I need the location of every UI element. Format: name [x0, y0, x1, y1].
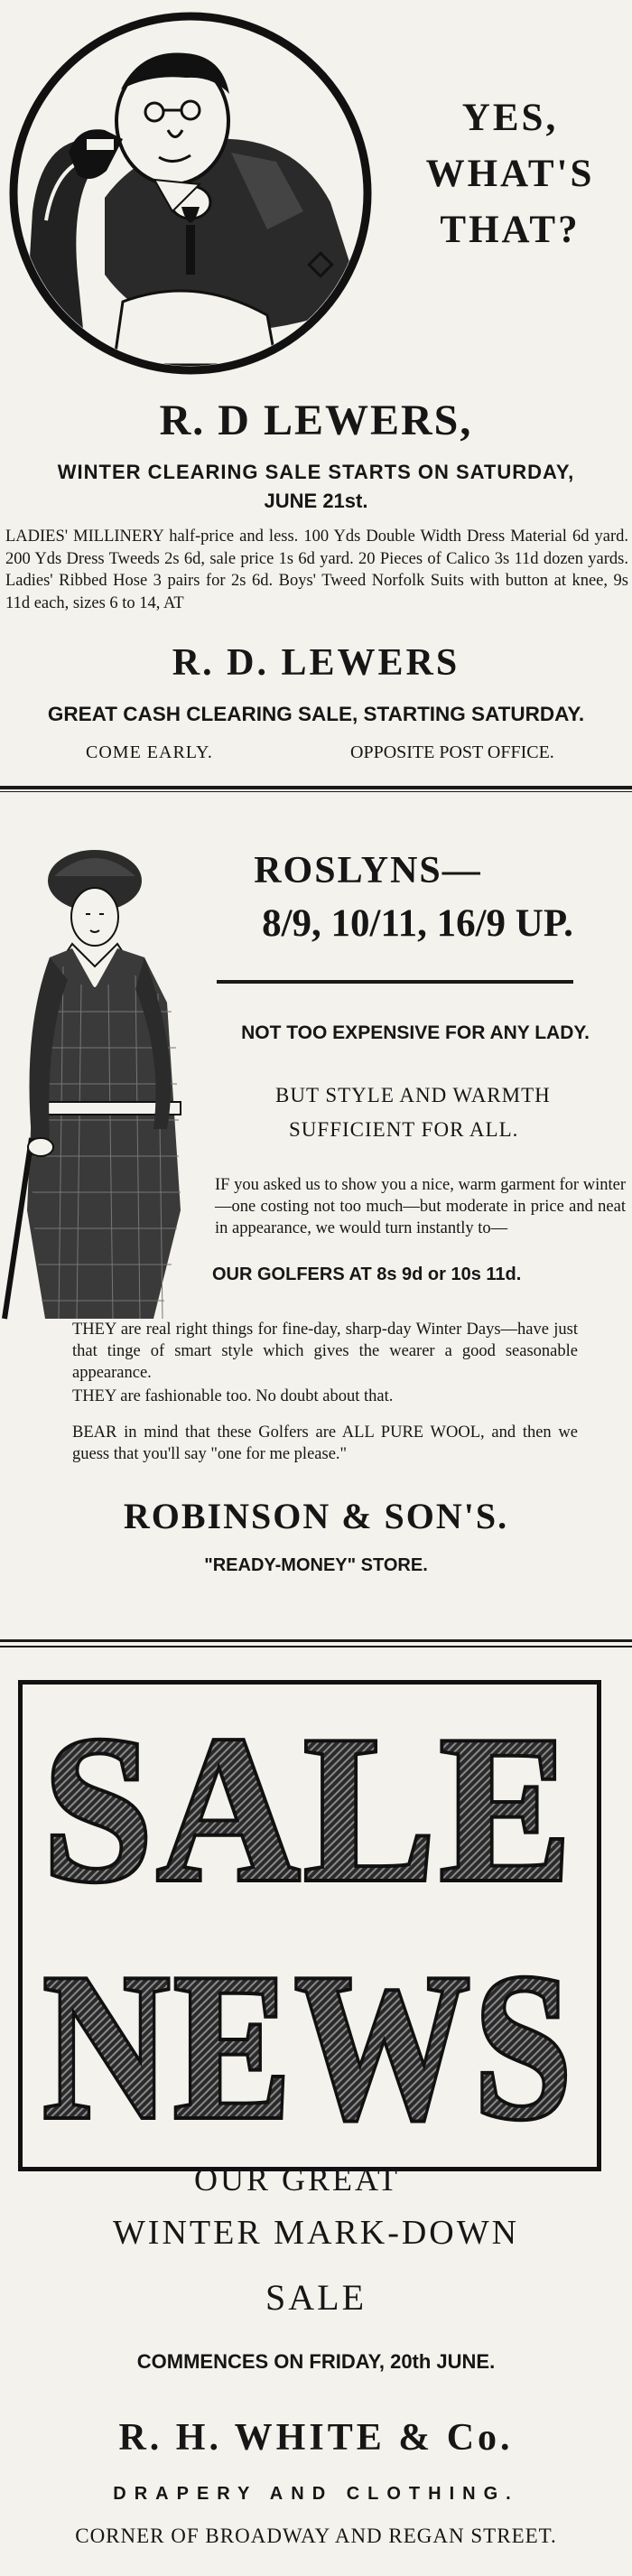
- pure-wool-note: BEAR in mind that these Golfers are ALL PURE WOOL, and then we guess that you'll say "one for me please.": [72, 1423, 578, 1463]
- golfers-description: THEY are real right things for fine-day, sharp-day Winter Days—have just that tinge of smart style which gives the wearer a good seasonable appearance.: [72, 1321, 578, 1382]
- commences-date: COMMENCES ON FRIDAY, 20th JUNE.: [136, 2350, 496, 2373]
- sale-banner-word: SALE: [43, 1694, 576, 1924]
- headline-line-3: THAT?: [440, 209, 581, 251]
- divider-rule-thin: [0, 1646, 632, 1647]
- news-banner-word: NEWS: [43, 1931, 576, 2161]
- sale-news-banner: [18, 1680, 601, 2171]
- sale-news-lettering: [23, 1685, 597, 2167]
- intro-paragraph: IF you asked us to show you a nice, warm garment for winter—one costing not too much—but moderate in price and neat in appearance, we would turn instantly to—: [215, 1176, 626, 1237]
- store-name-repeat: R. D. LEWERS: [172, 642, 460, 684]
- sale-date: JUNE 21st.: [264, 490, 368, 512]
- roslyns-prices: 8/9, 10/11, 16/9 UP.: [262, 902, 573, 945]
- our-great: OUR GREAT: [194, 2161, 401, 2198]
- winter-mark-down: WINTER MARK-DOWN: [112, 2214, 520, 2252]
- sale-word: SALE: [265, 2277, 367, 2318]
- headline-line-2: WHAT'S: [425, 153, 595, 195]
- headline: [388, 90, 632, 258]
- roslyns-title: ROSLYNS—: [254, 850, 482, 891]
- white-advertisement: [0, 1653, 632, 2576]
- store-name: ROBINSON & SON'S.: [123, 1496, 509, 1536]
- divider-rule: [0, 786, 632, 789]
- lewers-advertisement: [0, 0, 632, 795]
- style-line-1: BUT STYLE AND WARMTH: [275, 1084, 551, 1106]
- opposite-post-office: OPPOSITE POST OFFICE.: [350, 742, 554, 762]
- drapery-clothing: DRAPERY AND CLOTHING.: [113, 2484, 519, 2504]
- divider-rule: [0, 1639, 632, 1642]
- fashionable-note: THEY are fashionable too. No doubt about that.: [72, 1387, 394, 1405]
- headline-line-1: YES,: [461, 97, 559, 139]
- divider-rule-thin: [0, 791, 632, 792]
- lady-in-coat-illustration: [9, 831, 208, 1319]
- store-name: R. D LEWERS,: [159, 397, 473, 444]
- golfers-offer: OUR GOLFERS AT 8s 9d or 10s 11d.: [212, 1265, 522, 1284]
- telephone-man-illustration: [5, 4, 376, 383]
- roslyns-tagline: NOT TOO EXPENSIVE FOR ANY LADY.: [241, 1022, 590, 1043]
- clearing-sale: GREAT CASH CLEARING SALE, STARTING SATURDAY.: [47, 703, 585, 725]
- roslyns-advertisement: [0, 795, 632, 1644]
- store-name: R. H. WHITE & Co.: [118, 2417, 514, 2459]
- store-address: CORNER OF BROADWAY AND REGAN STREET.: [75, 2525, 557, 2547]
- come-early: COME EARLY.: [86, 742, 213, 762]
- sale-announcement: WINTER CLEARING SALE STARTS ON SATURDAY,: [57, 461, 575, 483]
- style-line-2: SUFFICIENT FOR ALL.: [289, 1118, 519, 1141]
- store-subtitle: "READY-MONEY" STORE.: [204, 1555, 428, 1575]
- price-list: LADIES' MILLINERY half-price and less. 100 Yds Double Width Dress Material 6d yard. 200 Yds Dress Tweeds 2s 6d, sale price 1s 6d yard. 20 Pieces of Calico 3s 11d dozen yards. Ladies' Ribbed Hose 3 pairs for 2s 6d. Boys' Tweed Norfolk Suits with button at knee, 9s 11d each, sizes 6 to 14, AT: [5, 527, 628, 612]
- price-underline: [217, 980, 573, 984]
